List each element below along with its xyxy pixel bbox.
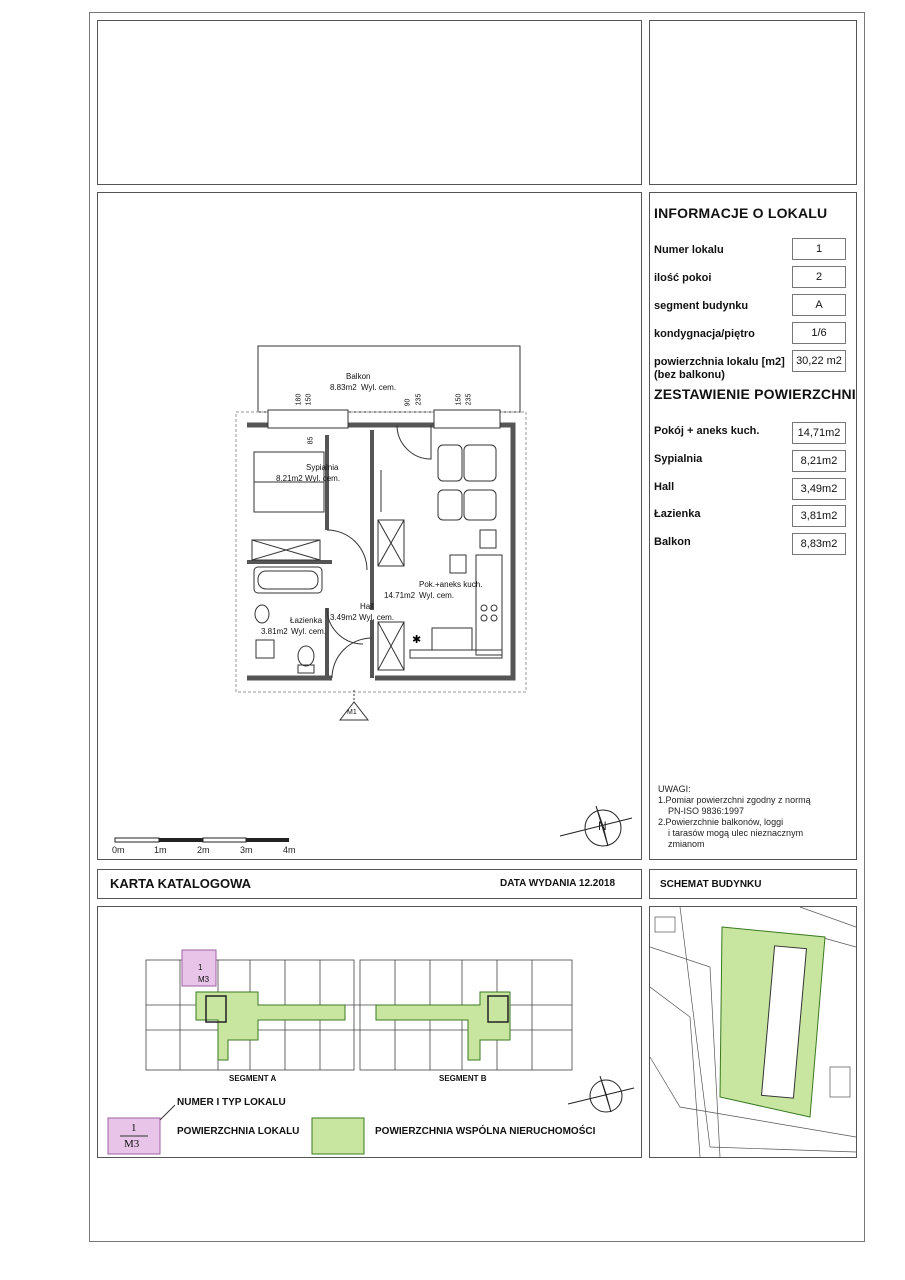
summary-value-living: 14,71m2 — [792, 422, 846, 444]
notes — [658, 784, 811, 850]
dim-235-right: 235 — [465, 393, 473, 406]
scale-0: 0m — [112, 845, 125, 855]
north-arrow — [560, 806, 632, 846]
info-title: INFORMACJE O LOKALU — [654, 205, 828, 221]
label-hall: Hall — [360, 602, 374, 611]
issue-date: DATA WYDANIA 12.2018 — [500, 878, 616, 889]
window-bedroom — [268, 410, 348, 428]
notes-line-2: PN-ISO 9836:1997 — [668, 806, 745, 816]
summary-value-hall: 3,49m2 — [792, 478, 846, 500]
notes-line-1: 1.Pomiar powierzchni zgodny z normą — [658, 795, 811, 805]
toilet — [298, 646, 314, 666]
dim-85: 85 — [307, 436, 315, 445]
dim-235-left: 235 — [415, 393, 423, 406]
summary-label-bathroom: Łazienka — [654, 508, 701, 520]
dim-150-left: 150 — [305, 393, 313, 406]
header-box-right — [649, 20, 857, 185]
summary-label-hall: Hall — [654, 481, 675, 493]
common-area-b — [376, 992, 510, 1060]
summary-title: ZESTAWIENIE POWIERZCHNI — [654, 386, 856, 402]
legend-common-swatch — [312, 1118, 364, 1154]
label-bedroom-area: 8.21m2 — [276, 474, 303, 483]
segment-a-label: SEGMENT A — [229, 1074, 277, 1083]
label-balcony-area: 8.83m2 — [330, 383, 357, 392]
scale-bar — [115, 838, 289, 842]
info-value-area: 30,22 m2 — [792, 350, 846, 372]
armchair — [438, 445, 462, 481]
info-label-number: Numer lokalu — [654, 244, 724, 256]
svg-text:N: N — [598, 819, 607, 833]
floor-plan-drawing — [97, 192, 642, 860]
summary-value-bedroom: 8,21m2 — [792, 450, 846, 472]
info-value-floor: 1/6 — [792, 322, 846, 344]
unit-number: 1 — [198, 963, 203, 972]
sink — [255, 605, 269, 623]
label-bathroom: Łazienka — [290, 616, 323, 625]
info-label-rooms: ilość pokoi — [654, 272, 712, 284]
site-plan-drawing — [650, 907, 856, 1157]
label-bathroom-finish: Wyl. cem. — [291, 627, 327, 636]
summary-label-bedroom: Sypialnia — [654, 453, 703, 465]
scale-1: 1m — [154, 845, 167, 855]
header-box-left — [97, 20, 642, 185]
notes-line-5: zmianom — [668, 839, 705, 849]
site-plan-box — [649, 906, 857, 1158]
label-living-area: 14.71m2 — [384, 591, 416, 600]
info-label-area-note: (bez balkonu) — [654, 369, 725, 381]
unit-type: M3 — [198, 975, 210, 984]
scale-4: 4m — [283, 845, 296, 855]
legend-common-area: POWIERZCHNIA WSPÓLNA NIERUCHOMOŚCI — [375, 1126, 596, 1137]
label-bathroom-area: 3.81m2 — [261, 627, 288, 636]
window-living — [434, 410, 500, 428]
label-living: Pok.+aneks kuch. — [419, 580, 483, 589]
scale-2: 2m — [197, 845, 210, 855]
label-bedroom-finish: Wyl. cem. — [305, 474, 341, 483]
notes-line-4: i tarasów mogą ulec nieznacznym — [668, 828, 804, 838]
balcony-door — [397, 425, 431, 459]
info-value-rooms: 2 — [792, 266, 846, 288]
info-label-floor: kondygnacja/piętro — [654, 328, 755, 340]
notes-line-3: 2.Powierzchnie balkonów, loggi — [658, 817, 784, 827]
label-balcony-finish: Wyl. cem. — [361, 383, 397, 392]
label-balcony: Balkon — [346, 372, 371, 381]
legend-unit-area: POWIERZCHNIA LOKALU — [177, 1126, 300, 1137]
legend-symbol-number: 1 — [131, 1122, 137, 1134]
bedroom-door — [327, 530, 367, 570]
summary-label-balcony: Balkon — [654, 536, 691, 548]
scale-3: 3m — [240, 845, 253, 855]
legend-number-type: NUMER I TYP LOKALU — [177, 1097, 286, 1108]
dim-90: 90 — [404, 398, 412, 407]
summary-value-balcony: 8,83m2 — [792, 533, 846, 555]
segment-b-label: SEGMENT B — [439, 1074, 487, 1083]
notes-heading: UWAGI: — [658, 784, 691, 794]
north-arrow-building — [568, 1076, 634, 1112]
kitchen-counter — [476, 555, 502, 655]
summary-label-living: Pokój + aneks kuch. — [654, 425, 760, 437]
building-plan-drawing — [97, 906, 642, 1158]
info-label-area: powierzchnia lokalu [m2] — [654, 356, 785, 368]
entrance-door — [332, 638, 372, 678]
schema-title: SCHEMAT BUDYNKU — [660, 879, 762, 890]
label-living-finish: Wyl. cem. — [419, 591, 455, 600]
outer-wall — [247, 425, 513, 678]
common-area-a — [196, 992, 345, 1060]
dim-150-right: 150 — [455, 393, 463, 406]
card-title: KARTA KATALOGOWA — [110, 876, 252, 891]
legend-symbol-type: M3 — [124, 1138, 140, 1150]
dim-180: 180 — [295, 393, 303, 406]
info-value-number: 1 — [792, 238, 846, 260]
kitchen-sink — [432, 628, 472, 650]
section-mark-label: M1 — [347, 709, 357, 716]
label-hall-area: 3.49m2 — [330, 613, 357, 622]
label-hall-finish: Wyl. cem. — [359, 613, 395, 622]
info-label-segment: segment budynku — [654, 300, 749, 312]
label-bedroom: Sypialnia — [306, 463, 339, 472]
summary-value-bathroom: 3,81m2 — [792, 505, 846, 527]
info-value-segment: A — [792, 294, 846, 316]
svg-text:✱: ✱ — [412, 634, 422, 646]
